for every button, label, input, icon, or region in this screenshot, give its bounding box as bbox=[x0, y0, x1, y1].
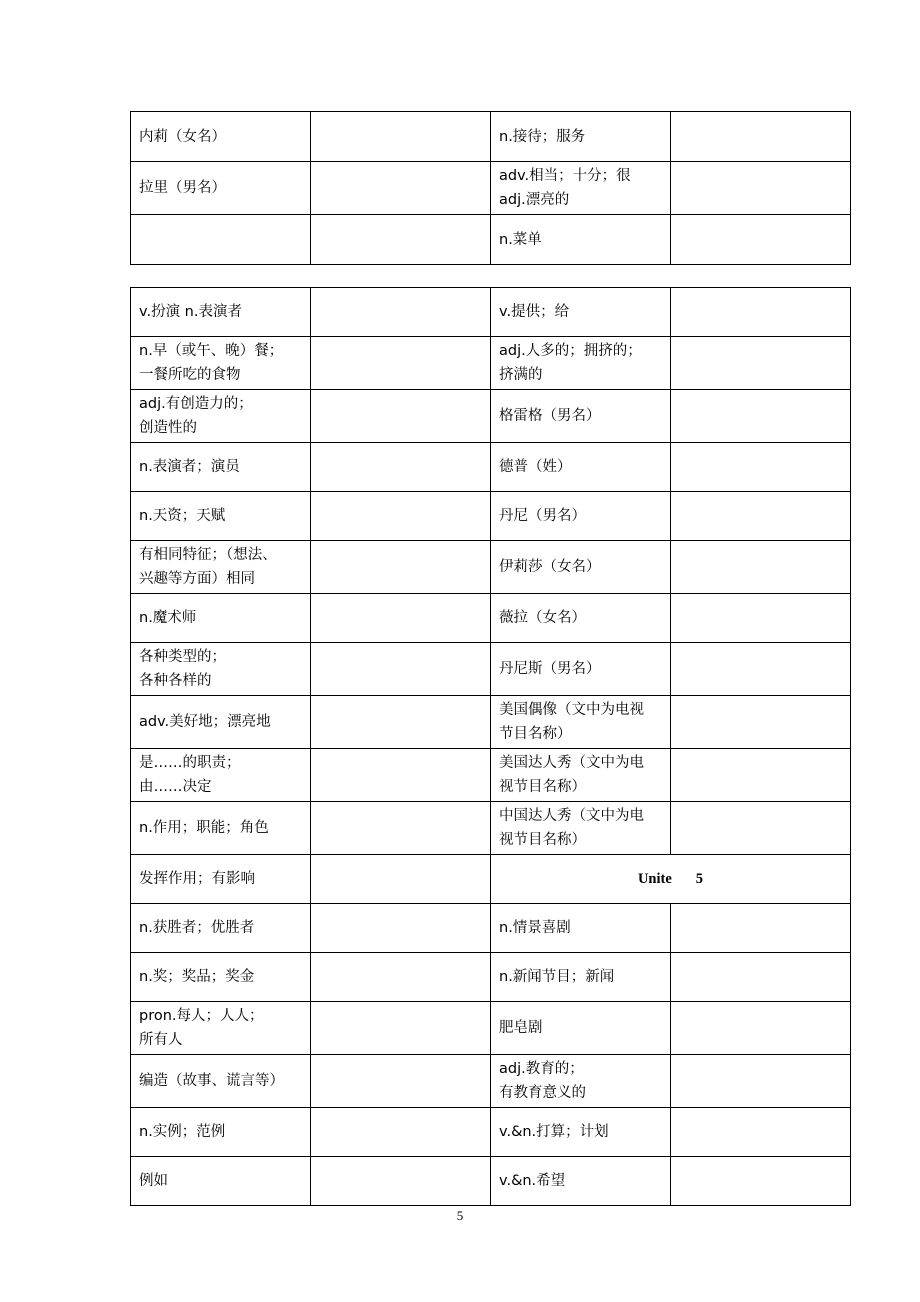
definition-cell: n.情景喜剧 bbox=[491, 904, 671, 953]
answer-cell[interactable] bbox=[311, 855, 491, 904]
definition-cell: 有相同特征；（想法、 兴趣等方面）相同 bbox=[131, 541, 311, 594]
definition-cell: 美国偶像（文中为电视 节目名称） bbox=[491, 696, 671, 749]
unit-heading-number: 5 bbox=[695, 871, 704, 887]
answer-cell[interactable] bbox=[671, 112, 851, 162]
table-row bbox=[131, 1055, 851, 1108]
answer-cell[interactable] bbox=[311, 594, 491, 643]
answer-cell[interactable] bbox=[671, 1055, 851, 1108]
table-row bbox=[131, 162, 851, 215]
definition-cell: 薇拉（女名） bbox=[491, 594, 671, 643]
definition-cell bbox=[131, 215, 311, 265]
definition-cell: 中国达人秀（文中为电 视节目名称） bbox=[491, 802, 671, 855]
answer-cell[interactable] bbox=[671, 594, 851, 643]
table-row bbox=[131, 337, 851, 390]
answer-cell[interactable] bbox=[671, 1108, 851, 1157]
table-row bbox=[131, 1157, 851, 1206]
definition-cell: n.魔术师 bbox=[131, 594, 311, 643]
answer-cell[interactable] bbox=[671, 953, 851, 1002]
definition-cell: n.接待；服务 bbox=[491, 112, 671, 162]
answer-cell[interactable] bbox=[671, 443, 851, 492]
definition-cell: adv.美好地；漂亮地 bbox=[131, 696, 311, 749]
definition-cell: n.早（或午、晚）餐； 一餐所吃的食物 bbox=[131, 337, 311, 390]
definition-cell: n.表演者；演员 bbox=[131, 443, 311, 492]
answer-cell[interactable] bbox=[311, 643, 491, 696]
definition-cell: n.实例；范例 bbox=[131, 1108, 311, 1157]
definition-cell: n.获胜者；优胜者 bbox=[131, 904, 311, 953]
table-row bbox=[131, 696, 851, 749]
answer-cell[interactable] bbox=[671, 337, 851, 390]
definition-cell: n.作用；职能；角色 bbox=[131, 802, 311, 855]
answer-cell[interactable] bbox=[311, 390, 491, 443]
vocab-table-1 bbox=[130, 111, 851, 265]
definition-cell: 内莉（女名） bbox=[131, 112, 311, 162]
table-row bbox=[131, 390, 851, 443]
answer-cell[interactable] bbox=[311, 337, 491, 390]
definition-cell: v.&n.希望 bbox=[491, 1157, 671, 1206]
definition-cell: n.新闻节目；新闻 bbox=[491, 953, 671, 1002]
answer-cell[interactable] bbox=[671, 696, 851, 749]
answer-cell[interactable] bbox=[671, 1157, 851, 1206]
table-row bbox=[131, 541, 851, 594]
answer-cell[interactable] bbox=[671, 1002, 851, 1055]
answer-cell[interactable] bbox=[671, 802, 851, 855]
table-row bbox=[131, 802, 851, 855]
definition-cell: 肥皂剧 bbox=[491, 1002, 671, 1055]
answer-cell[interactable] bbox=[311, 904, 491, 953]
definition-cell: 编造（故事、谎言等） bbox=[131, 1055, 311, 1108]
definition-cell: 发挥作用；有影响 bbox=[131, 855, 311, 904]
table-row bbox=[131, 855, 851, 904]
definition-cell: 各种类型的； 各种各样的 bbox=[131, 643, 311, 696]
definition-cell: v.&n.打算；计划 bbox=[491, 1108, 671, 1157]
definition-cell: v.提供；给 bbox=[491, 288, 671, 337]
answer-cell[interactable] bbox=[311, 802, 491, 855]
table-row bbox=[131, 904, 851, 953]
definition-cell: 丹尼（男名） bbox=[491, 492, 671, 541]
unit-heading bbox=[491, 855, 851, 904]
answer-cell[interactable] bbox=[311, 162, 491, 215]
answer-cell[interactable] bbox=[311, 1002, 491, 1055]
table-row bbox=[131, 443, 851, 492]
answer-cell[interactable] bbox=[311, 112, 491, 162]
definition-cell: adv.相当；十分；很 adj.漂亮的 bbox=[491, 162, 671, 215]
answer-cell[interactable] bbox=[671, 492, 851, 541]
table-row bbox=[131, 749, 851, 802]
table-row bbox=[131, 288, 851, 337]
table-row bbox=[131, 1108, 851, 1157]
table-row bbox=[131, 215, 851, 265]
definition-cell: adj.教育的； 有教育意义的 bbox=[491, 1055, 671, 1108]
definition-cell: n.奖；奖品；奖金 bbox=[131, 953, 311, 1002]
answer-cell[interactable] bbox=[311, 541, 491, 594]
answer-cell[interactable] bbox=[311, 1055, 491, 1108]
definition-cell: pron.每人；人人； 所有人 bbox=[131, 1002, 311, 1055]
table-row bbox=[131, 594, 851, 643]
vocab-table-2 bbox=[130, 287, 851, 1206]
page-number: 5 bbox=[456, 1208, 464, 1223]
answer-cell[interactable] bbox=[671, 162, 851, 215]
answer-cell[interactable] bbox=[311, 443, 491, 492]
table-row bbox=[131, 112, 851, 162]
definition-cell: 伊莉莎（女名） bbox=[491, 541, 671, 594]
definition-cell: 是……的职责； 由……决定 bbox=[131, 749, 311, 802]
answer-cell[interactable] bbox=[671, 541, 851, 594]
answer-cell[interactable] bbox=[311, 696, 491, 749]
table-row bbox=[131, 953, 851, 1002]
definition-cell: 格雷格（男名） bbox=[491, 390, 671, 443]
table-row bbox=[131, 492, 851, 541]
table-row bbox=[131, 643, 851, 696]
answer-cell[interactable] bbox=[311, 215, 491, 265]
definition-cell: n.菜单 bbox=[491, 215, 671, 265]
unit-heading-word: Unite bbox=[637, 871, 672, 887]
definition-cell: adj.有创造力的； 创造性的 bbox=[131, 390, 311, 443]
definition-cell: v.扮演 n.表演者 bbox=[131, 288, 311, 337]
answer-cell[interactable] bbox=[671, 643, 851, 696]
definition-cell: 例如 bbox=[131, 1157, 311, 1206]
answer-cell[interactable] bbox=[671, 215, 851, 265]
definition-cell: 拉里（男名） bbox=[131, 162, 311, 215]
answer-cell[interactable] bbox=[311, 1108, 491, 1157]
answer-cell[interactable] bbox=[311, 492, 491, 541]
definition-cell: 德普（姓） bbox=[491, 443, 671, 492]
definition-cell: 美国达人秀（文中为电 视节目名称） bbox=[491, 749, 671, 802]
answer-cell[interactable] bbox=[671, 288, 851, 337]
definition-cell: 丹尼斯（男名） bbox=[491, 643, 671, 696]
answer-cell[interactable] bbox=[311, 749, 491, 802]
answer-cell[interactable] bbox=[311, 1157, 491, 1206]
answer-cell[interactable] bbox=[311, 288, 491, 337]
answer-cell[interactable] bbox=[671, 749, 851, 802]
definition-cell: adj.人多的；拥挤的； 挤满的 bbox=[491, 337, 671, 390]
table-row bbox=[131, 1002, 851, 1055]
answer-cell[interactable] bbox=[671, 904, 851, 953]
definition-cell: n.天资；天赋 bbox=[131, 492, 311, 541]
answer-cell[interactable] bbox=[311, 953, 491, 1002]
answer-cell[interactable] bbox=[671, 390, 851, 443]
